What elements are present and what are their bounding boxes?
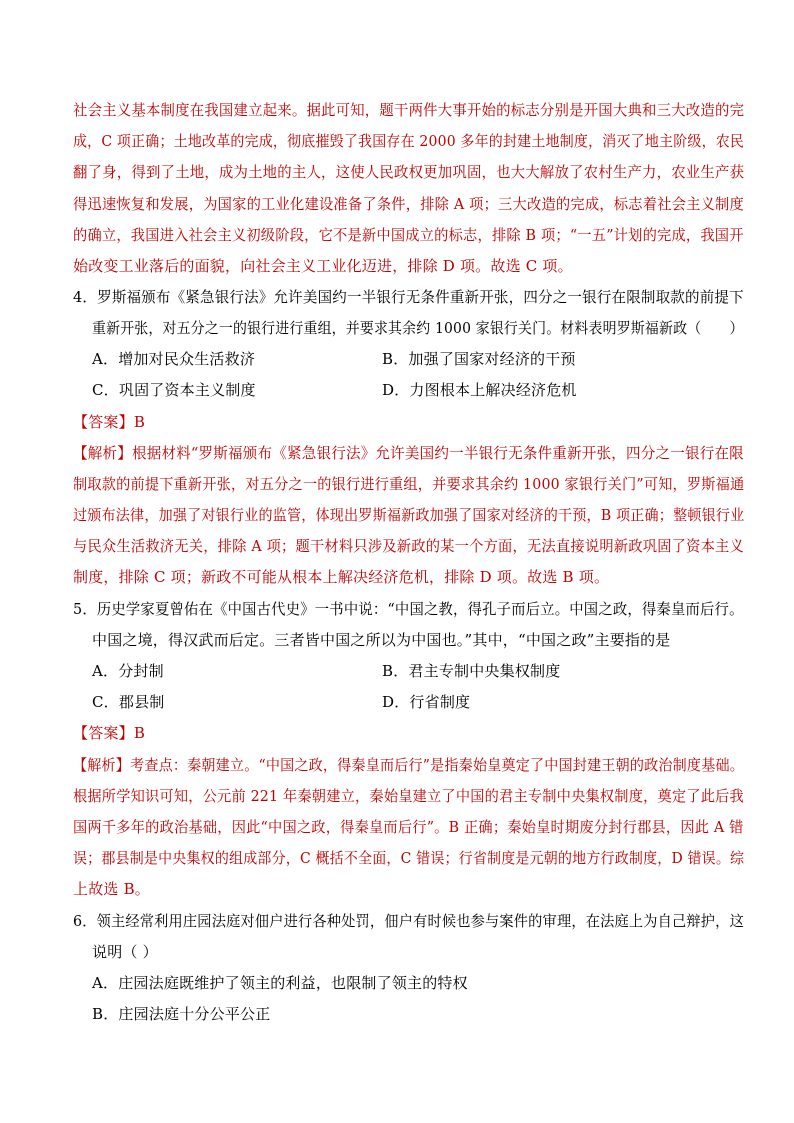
analysis-line: 与民众生活救济无关，排除 A 项；题干材料只涉及新政的某一个方面，无法直接说明新政巩固了资本主义 — [73, 537, 745, 555]
question-stem: 5．历史学家夏曾佑在《中国古代史》一书中说：“中国之教，得孔子而后立。中国之政，得秦皇而后行。 — [73, 600, 744, 618]
option-d: D．行省制度 — [382, 693, 471, 711]
explanation-line: 翻了身，得到了土地，成为土地的主人，这使人民政权更加巩固，也大大解放了农村生产力，农业生产获 — [73, 163, 745, 181]
analysis-line: 过颁布法律，加强了对银行业的监管，体现出罗斯福新政加强了国家对经济的干预，B 项正确；整顿银行业 — [73, 506, 745, 524]
explanation-line: 社会主义基本制度在我国建立起来。据此可知，题干两件大事开始的标志分别是开国大典和三大改造的完 — [73, 101, 745, 119]
analysis-line: 国两千多年的政治基础，因此“中国之政，得秦皇而后行”。B 正确；秦始皇时期废分封行郡县，因此 A 错 — [73, 818, 744, 836]
option-c: C．郡县制 — [92, 693, 165, 711]
question-stem: 说明（ ） — [92, 943, 158, 961]
answer-line — [73, 723, 145, 743]
answer-value: B — [133, 413, 146, 431]
analysis-line: 制度，排除 C 项；新政不可能从根本上解决经济危机，排除 D 项。故选 B 项。 — [73, 568, 610, 586]
analysis-line: 误；郡县制是中央集权的组成部分，C 概括不全面，C 错误；行省制度是元朝的地方行政制度，D 错误。综 — [73, 849, 745, 867]
explanation-line: 得迅速恢复和发展，为国家的工业化建设准备了条件，排除 A 项；三大改造的完成，标志着社会主义制度 — [73, 195, 745, 213]
explanation-line: 成，C 项正确；土地改革的完成，彻底摧毁了我国存在 2000 多年的封建土地制度，消灭了地主阶级，农民 — [73, 132, 745, 150]
analysis-tag: 【解析】 — [73, 756, 131, 774]
analysis-line: 制取款的前提下重新开张，对五分之一的银行进行重组，并要求其余约 1000 家银行关门”可知，罗斯福通 — [73, 475, 745, 493]
answer-tag: 【答案】 — [73, 724, 134, 742]
answer-line — [73, 412, 145, 432]
option-a: A．增加对民众生活救济 — [92, 350, 256, 368]
analysis-line — [73, 443, 744, 463]
option-b: B．君主专制中央集权制度 — [382, 662, 561, 680]
analysis-tag: 【解析】 — [73, 444, 132, 462]
option-c: C．巩固了资本主义制度 — [92, 381, 256, 399]
option-b: B．加强了国家对经济的干预 — [382, 350, 576, 368]
question-stem: 重新开张，对五分之一的银行进行重组，并要求其余约 1000 家银行关门。材料表明罗斯福新政（ ） — [92, 319, 744, 337]
answer-tag: 【答案】 — [73, 413, 134, 431]
analysis-line: 上故选 B。 — [73, 880, 150, 898]
option-b: B．庄园法庭十分公平公正 — [92, 1005, 271, 1023]
analysis-line: 根据所学知识可知，公元前 221 年秦朝建立，秦始皇建立了中国的君主专制中央集权制度，奠定了此后我 — [73, 787, 744, 805]
option-d: D．力图根本上解决经济危机 — [382, 381, 577, 399]
option-a: A．分封制 — [92, 662, 164, 680]
explanation-line: 始改变工业落后的面貌，向社会主义工业化迈进，排除 D 项。故选 C 项。 — [73, 257, 573, 275]
analysis-line — [73, 755, 744, 775]
explanation-line: 的确立，我国进入社会主义初级阶段，它不是新中国成立的标志，排除 B 项；“一五”计划的完成，我国开 — [73, 226, 744, 244]
analysis-text: 考查点：秦朝建立。“中国之政，得秦皇而后行”是指秦始皇奠定了中国封建王朝的政治制度基础。 — [130, 756, 744, 774]
analysis-text: 根据材料“罗斯福颁布《紧急银行法》允许美国约一半银行无条件重新开张，四分之一银行在限 — [131, 444, 744, 462]
option-a: A．庄园法庭既维护了领主的利益，也限制了领主的特权 — [92, 974, 468, 992]
question-stem: 4．罗斯福颁布《紧急银行法》允许美国约一半银行无条件重新开张，四分之一银行在限制取款的前提下 — [73, 288, 744, 306]
question-stem: 中国之境，得汉武而后定。三者皆中国之所以为中国也。”其中，“中国之政”主要指的是 — [92, 631, 671, 649]
question-stem: 6．领主经常利用庄园法庭对佃户进行各种处罚，佃户有时候也参与案件的审理，在法庭上为自己辩护，这 — [73, 912, 744, 930]
answer-value: B — [133, 724, 146, 742]
